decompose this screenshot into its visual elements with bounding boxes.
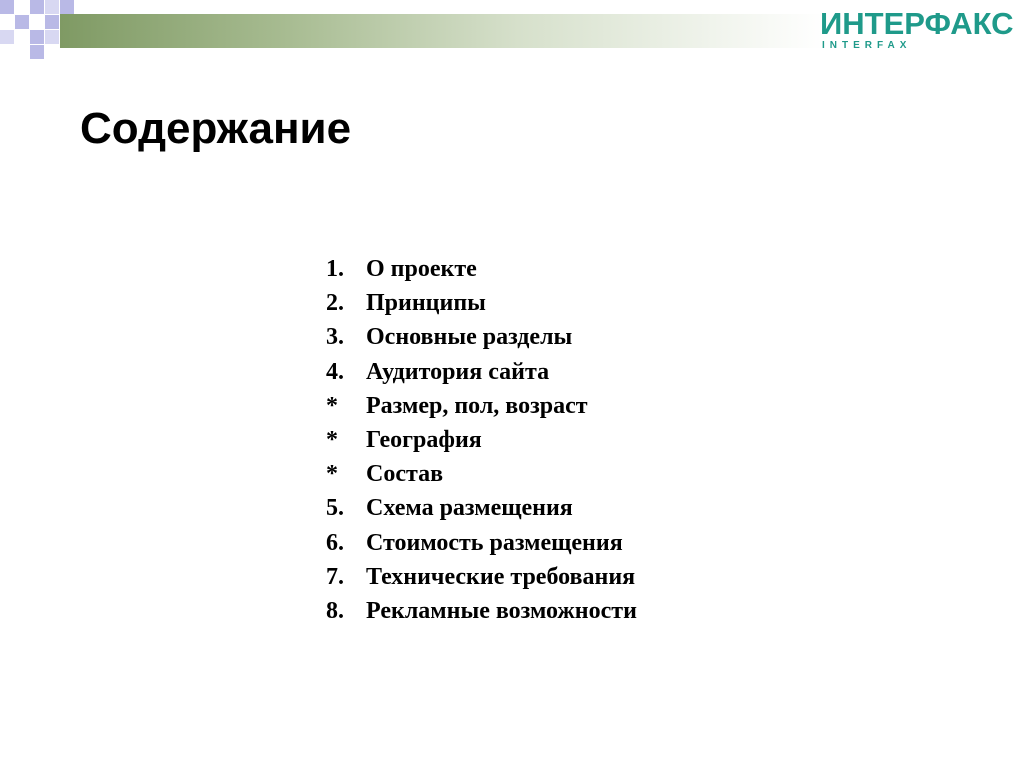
contents-list [326,252,637,628]
decor-square [60,0,74,14]
list-item-text: Рекламные возможности [366,597,637,624]
interfax-logo [812,6,1014,56]
list-item-text: Размер, пол, возраст [366,392,588,419]
list-marker: 7. [326,563,344,590]
list-item-text: География [366,426,482,453]
list-item-text: Технические требования [366,563,636,590]
list-item [326,389,637,423]
list-item [326,423,637,457]
decor-square [0,30,14,44]
list-marker: 4. [326,358,344,385]
list-item-text: Стоимость размещения [366,529,623,556]
list-item-text: О проекте [366,256,477,282]
decor-square [15,15,29,29]
list-marker: 2. [326,290,344,317]
decor-square [0,0,14,14]
decor-square [30,30,44,44]
list-item-text: Состав [366,461,444,488]
list-item-text: Принципы [366,290,486,317]
list-marker: 5. [326,495,344,522]
decor-square [45,0,59,14]
list-marker: 3. [326,324,344,351]
decor-square [30,45,44,59]
list-item [326,560,637,594]
decor-square [30,0,44,14]
list-marker: * [326,426,338,453]
decor-square [45,15,59,29]
list-item-text: Основные разделы [366,324,573,351]
list-item [326,286,637,320]
list-item [326,252,637,286]
decor-square [45,30,59,44]
list-marker: 6. [326,529,344,556]
list-item [326,457,637,491]
logo-wordmark: ИНТЕРФАКС [820,6,1014,41]
logo-subtitle: INTERFAX [822,40,912,51]
list-item [326,491,637,525]
list-item [326,320,637,354]
list-item-text: Схема размещения [366,495,573,522]
list-item [326,526,637,560]
gradient-bar [60,14,824,48]
slide-title: Содержание [80,104,352,153]
list-marker: * [326,392,338,419]
list-item [326,594,637,628]
list-marker: 1. [326,256,344,282]
list-marker: 8. [326,597,344,624]
list-item-text: Аудитория сайта [366,358,550,385]
list-marker: * [326,461,338,488]
list-item [326,355,637,389]
